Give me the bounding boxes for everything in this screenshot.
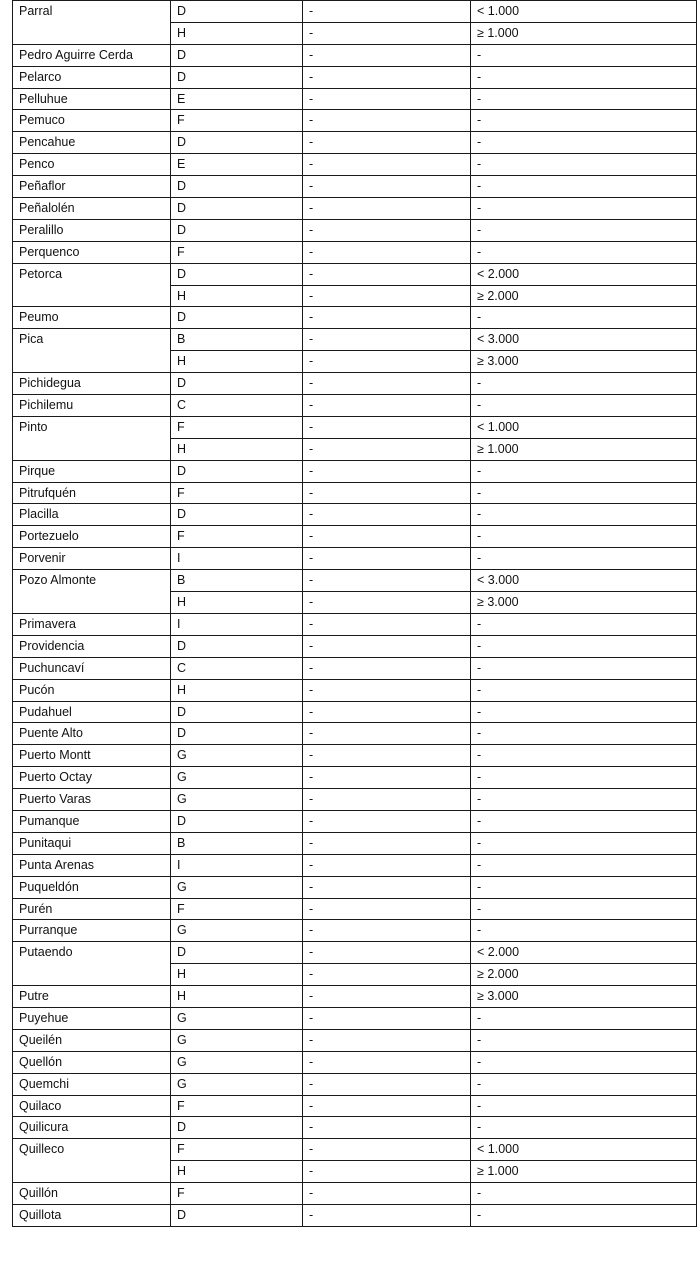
zone-cell: B [171, 570, 303, 592]
zone-cell: D [171, 460, 303, 482]
threshold-cell: ≥ 3.000 [471, 986, 697, 1008]
commune-name-cell: Primavera [13, 613, 171, 635]
dash-cell: - [303, 810, 471, 832]
dash-cell: - [303, 1183, 471, 1205]
zone-cell: H [171, 679, 303, 701]
dash-cell: - [303, 789, 471, 811]
dash-cell: - [303, 395, 471, 417]
dash-cell: - [303, 1051, 471, 1073]
dash-cell: - [303, 1117, 471, 1139]
threshold-cell: ≥ 2.000 [471, 964, 697, 986]
table-row [13, 986, 697, 1008]
table-row [13, 110, 697, 132]
zone-cell: H [171, 592, 303, 614]
table-row [13, 504, 697, 526]
commune-name-cell: Puerto Octay [13, 767, 171, 789]
dash-cell: - [303, 1029, 471, 1051]
dash-cell: - [303, 526, 471, 548]
table-row [13, 219, 697, 241]
zone-cell: G [171, 876, 303, 898]
dash-cell: - [303, 1204, 471, 1226]
commune-name-cell: Providencia [13, 635, 171, 657]
commune-name-cell: Parral [13, 1, 171, 45]
dash-cell: - [303, 504, 471, 526]
dash-cell: - [303, 176, 471, 198]
commune-name-cell: Putre [13, 986, 171, 1008]
commune-name-cell: Puerto Montt [13, 745, 171, 767]
table-row [13, 854, 697, 876]
threshold-cell: - [471, 373, 697, 395]
commune-name-cell: Petorca [13, 263, 171, 307]
dash-cell: - [303, 1161, 471, 1183]
threshold-cell: - [471, 88, 697, 110]
table-row [13, 482, 697, 504]
table-body [13, 1, 697, 1227]
dash-cell: - [303, 1, 471, 23]
zone-cell: G [171, 1051, 303, 1073]
threshold-cell: - [471, 198, 697, 220]
table-row [13, 1007, 697, 1029]
dash-cell: - [303, 460, 471, 482]
threshold-cell: - [471, 1051, 697, 1073]
zone-cell: D [171, 1204, 303, 1226]
dash-cell: - [303, 44, 471, 66]
dash-cell: - [303, 832, 471, 854]
threshold-cell: - [471, 657, 697, 679]
dash-cell: - [303, 241, 471, 263]
zone-cell: G [171, 1029, 303, 1051]
table-row [13, 876, 697, 898]
zone-cell: H [171, 438, 303, 460]
dash-cell: - [303, 701, 471, 723]
commune-name-cell: Puente Alto [13, 723, 171, 745]
commune-name-cell: Purranque [13, 920, 171, 942]
zone-cell: D [171, 263, 303, 285]
dash-cell: - [303, 219, 471, 241]
dash-cell: - [303, 548, 471, 570]
table-row [13, 832, 697, 854]
table-row [13, 66, 697, 88]
threshold-cell: - [471, 219, 697, 241]
threshold-cell: ≥ 1.000 [471, 438, 697, 460]
commune-name-cell: Peralillo [13, 219, 171, 241]
commune-name-cell: Pumanque [13, 810, 171, 832]
commune-name-cell: Putaendo [13, 942, 171, 986]
dash-cell: - [303, 986, 471, 1008]
table-row [13, 329, 697, 351]
commune-name-cell: Pucón [13, 679, 171, 701]
commune-name-cell: Quellón [13, 1051, 171, 1073]
zone-cell: D [171, 635, 303, 657]
threshold-cell: - [471, 154, 697, 176]
commune-name-cell: Portezuelo [13, 526, 171, 548]
threshold-cell: - [471, 66, 697, 88]
dash-cell: - [303, 767, 471, 789]
commune-name-cell: Pirque [13, 460, 171, 482]
commune-name-cell: Pelarco [13, 66, 171, 88]
commune-name-cell: Quilicura [13, 1117, 171, 1139]
zone-cell: F [171, 1095, 303, 1117]
threshold-cell: < 3.000 [471, 329, 697, 351]
table-row [13, 263, 697, 285]
zone-cell: D [171, 66, 303, 88]
threshold-cell: - [471, 1204, 697, 1226]
threshold-cell: ≥ 3.000 [471, 351, 697, 373]
threshold-cell: - [471, 920, 697, 942]
threshold-cell: - [471, 898, 697, 920]
commune-name-cell: Queilén [13, 1029, 171, 1051]
table-row [13, 526, 697, 548]
threshold-cell: - [471, 1095, 697, 1117]
table-row [13, 810, 697, 832]
table-row [13, 176, 697, 198]
zone-cell: G [171, 920, 303, 942]
dash-cell: - [303, 263, 471, 285]
table-row [13, 701, 697, 723]
dash-cell: - [303, 854, 471, 876]
threshold-cell: - [471, 679, 697, 701]
threshold-cell: < 1.000 [471, 1, 697, 23]
zone-cell: B [171, 329, 303, 351]
table-row [13, 635, 697, 657]
zone-cell: F [171, 241, 303, 263]
commune-name-cell: Pitrufquén [13, 482, 171, 504]
table-row [13, 942, 697, 964]
table-row [13, 241, 697, 263]
table-row [13, 898, 697, 920]
dash-cell: - [303, 1073, 471, 1095]
zone-cell: D [171, 307, 303, 329]
commune-name-cell: Porvenir [13, 548, 171, 570]
table-row [13, 679, 697, 701]
zone-cell: G [171, 1007, 303, 1029]
zone-cell: E [171, 154, 303, 176]
commune-name-cell: Pichilemu [13, 395, 171, 417]
dash-cell: - [303, 438, 471, 460]
threshold-cell: - [471, 395, 697, 417]
zone-cell: D [171, 810, 303, 832]
table-row [13, 767, 697, 789]
dash-cell: - [303, 416, 471, 438]
threshold-cell: < 2.000 [471, 942, 697, 964]
commune-name-cell: Quilaco [13, 1095, 171, 1117]
dash-cell: - [303, 920, 471, 942]
zone-cell: D [171, 198, 303, 220]
zone-cell: F [171, 110, 303, 132]
zone-cell: D [171, 1117, 303, 1139]
threshold-cell: - [471, 460, 697, 482]
commune-name-cell: Peumo [13, 307, 171, 329]
commune-name-cell: Quemchi [13, 1073, 171, 1095]
commune-classification-table [12, 0, 697, 1227]
table-row [13, 1117, 697, 1139]
table-row [13, 745, 697, 767]
threshold-cell: - [471, 241, 697, 263]
dash-cell: - [303, 570, 471, 592]
threshold-cell: - [471, 832, 697, 854]
zone-cell: F [171, 1139, 303, 1161]
commune-name-cell: Peñalolén [13, 198, 171, 220]
commune-name-cell: Pica [13, 329, 171, 373]
commune-name-cell: Pedro Aguirre Cerda [13, 44, 171, 66]
table-row [13, 1073, 697, 1095]
zone-cell: F [171, 526, 303, 548]
table-row [13, 460, 697, 482]
threshold-cell: ≥ 3.000 [471, 592, 697, 614]
table-row [13, 395, 697, 417]
commune-name-cell: Puerto Varas [13, 789, 171, 811]
zone-cell: G [171, 789, 303, 811]
dash-cell: - [303, 198, 471, 220]
commune-name-cell: Punitaqui [13, 832, 171, 854]
zone-cell: B [171, 832, 303, 854]
threshold-cell: < 2.000 [471, 263, 697, 285]
commune-name-cell: Pichidegua [13, 373, 171, 395]
dash-cell: - [303, 635, 471, 657]
commune-name-cell: Pemuco [13, 110, 171, 132]
zone-cell: G [171, 745, 303, 767]
commune-name-cell: Peñaflor [13, 176, 171, 198]
zone-cell: D [171, 176, 303, 198]
zone-cell: F [171, 1183, 303, 1205]
table-row [13, 570, 697, 592]
commune-name-cell: Placilla [13, 504, 171, 526]
commune-name-cell: Pinto [13, 416, 171, 460]
threshold-cell: - [471, 635, 697, 657]
dash-cell: - [303, 329, 471, 351]
threshold-cell: ≥ 1.000 [471, 1161, 697, 1183]
zone-cell: D [171, 132, 303, 154]
zone-cell: F [171, 898, 303, 920]
dash-cell: - [303, 964, 471, 986]
table-row [13, 416, 697, 438]
threshold-cell: - [471, 44, 697, 66]
threshold-cell: < 3.000 [471, 570, 697, 592]
table-row [13, 613, 697, 635]
dash-cell: - [303, 1095, 471, 1117]
threshold-cell: - [471, 723, 697, 745]
threshold-cell: - [471, 745, 697, 767]
dash-cell: - [303, 898, 471, 920]
table-row [13, 1051, 697, 1073]
table-row [13, 723, 697, 745]
dash-cell: - [303, 132, 471, 154]
threshold-cell: ≥ 2.000 [471, 285, 697, 307]
dash-cell: - [303, 1007, 471, 1029]
commune-name-cell: Pudahuel [13, 701, 171, 723]
threshold-cell: < 1.000 [471, 1139, 697, 1161]
threshold-cell: - [471, 1117, 697, 1139]
zone-cell: D [171, 723, 303, 745]
table-row [13, 132, 697, 154]
dash-cell: - [303, 1139, 471, 1161]
commune-name-cell: Punta Arenas [13, 854, 171, 876]
dash-cell: - [303, 745, 471, 767]
table-row [13, 1183, 697, 1205]
table-row [13, 657, 697, 679]
zone-cell: D [171, 942, 303, 964]
commune-name-cell: Quillón [13, 1183, 171, 1205]
zone-cell: I [171, 854, 303, 876]
dash-cell: - [303, 942, 471, 964]
zone-cell: G [171, 1073, 303, 1095]
table-row [13, 548, 697, 570]
zone-cell: D [171, 373, 303, 395]
zone-cell: D [171, 504, 303, 526]
table-row [13, 1095, 697, 1117]
threshold-cell: - [471, 789, 697, 811]
table-row [13, 1, 697, 23]
commune-name-cell: Purén [13, 898, 171, 920]
table-row [13, 44, 697, 66]
threshold-cell: - [471, 701, 697, 723]
zone-cell: D [171, 44, 303, 66]
commune-name-cell: Puyehue [13, 1007, 171, 1029]
threshold-cell: - [471, 810, 697, 832]
dash-cell: - [303, 613, 471, 635]
threshold-cell: - [471, 876, 697, 898]
table-row [13, 154, 697, 176]
zone-cell: H [171, 986, 303, 1008]
threshold-cell: - [471, 110, 697, 132]
dash-cell: - [303, 482, 471, 504]
zone-cell: H [171, 22, 303, 44]
dash-cell: - [303, 679, 471, 701]
dash-cell: - [303, 373, 471, 395]
table-row [13, 1204, 697, 1226]
table-row [13, 1139, 697, 1161]
table-row [13, 373, 697, 395]
dash-cell: - [303, 22, 471, 44]
dash-cell: - [303, 657, 471, 679]
threshold-cell: - [471, 854, 697, 876]
dash-cell: - [303, 88, 471, 110]
threshold-cell: - [471, 1029, 697, 1051]
zone-cell: H [171, 964, 303, 986]
zone-cell: H [171, 1161, 303, 1183]
dash-cell: - [303, 723, 471, 745]
commune-name-cell: Penco [13, 154, 171, 176]
dash-cell: - [303, 307, 471, 329]
threshold-cell: - [471, 176, 697, 198]
zone-cell: H [171, 351, 303, 373]
zone-cell: F [171, 416, 303, 438]
threshold-cell: - [471, 1007, 697, 1029]
threshold-cell: - [471, 307, 697, 329]
zone-cell: I [171, 548, 303, 570]
table-row [13, 307, 697, 329]
commune-name-cell: Pencahue [13, 132, 171, 154]
threshold-cell: - [471, 767, 697, 789]
table-row [13, 1029, 697, 1051]
zone-cell: C [171, 395, 303, 417]
commune-name-cell: Perquenco [13, 241, 171, 263]
table-row [13, 920, 697, 942]
zone-cell: H [171, 285, 303, 307]
threshold-cell: ≥ 1.000 [471, 22, 697, 44]
threshold-cell: < 1.000 [471, 416, 697, 438]
zone-cell: C [171, 657, 303, 679]
threshold-cell: - [471, 482, 697, 504]
dash-cell: - [303, 285, 471, 307]
zone-cell: D [171, 701, 303, 723]
commune-name-cell: Quilleco [13, 1139, 171, 1183]
threshold-cell: - [471, 504, 697, 526]
dash-cell: - [303, 154, 471, 176]
threshold-cell: - [471, 1183, 697, 1205]
zone-cell: D [171, 219, 303, 241]
dash-cell: - [303, 110, 471, 132]
dash-cell: - [303, 351, 471, 373]
threshold-cell: - [471, 132, 697, 154]
commune-name-cell: Puchuncaví [13, 657, 171, 679]
zone-cell: D [171, 1, 303, 23]
zone-cell: E [171, 88, 303, 110]
threshold-cell: - [471, 613, 697, 635]
table-row [13, 789, 697, 811]
zone-cell: I [171, 613, 303, 635]
dash-cell: - [303, 592, 471, 614]
table-row [13, 198, 697, 220]
dash-cell: - [303, 66, 471, 88]
dash-cell: - [303, 876, 471, 898]
commune-name-cell: Pelluhue [13, 88, 171, 110]
commune-name-cell: Quillota [13, 1204, 171, 1226]
threshold-cell: - [471, 548, 697, 570]
zone-cell: F [171, 482, 303, 504]
table-row [13, 88, 697, 110]
commune-name-cell: Puqueldón [13, 876, 171, 898]
commune-name-cell: Pozo Almonte [13, 570, 171, 614]
zone-cell: G [171, 767, 303, 789]
threshold-cell: - [471, 526, 697, 548]
threshold-cell: - [471, 1073, 697, 1095]
